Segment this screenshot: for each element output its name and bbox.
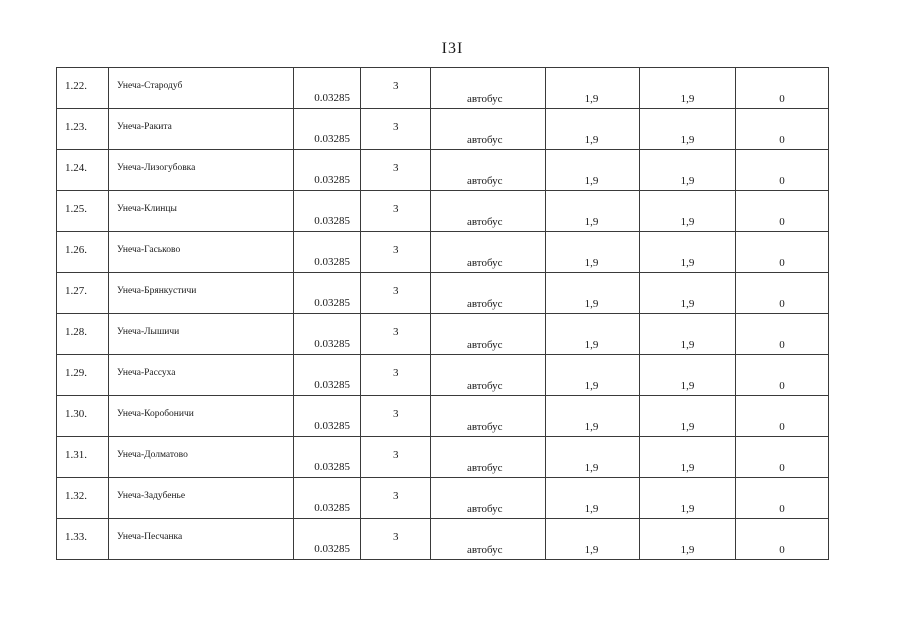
transport-type-cell [431, 437, 546, 478]
route-name: Унеча-Лышичи [117, 327, 180, 337]
value-column-1-cell [546, 314, 640, 355]
row-number: 1.22. [65, 80, 87, 92]
route-name: Унеча-Долматово [117, 450, 188, 460]
distance-value: 0.03285 [314, 379, 350, 391]
value-column-1-cell [546, 273, 640, 314]
row-number-cell [57, 355, 109, 396]
row-number: 1.24. [65, 162, 87, 174]
trip-count: 3 [393, 408, 399, 420]
distance-value-cell [294, 314, 361, 355]
transport-type: автобус [467, 257, 503, 269]
value-column-1-cell [546, 232, 640, 273]
value-column-2-cell [640, 478, 736, 519]
route-name-cell [109, 396, 294, 437]
value-column-1: 1,9 [584, 216, 599, 228]
route-name-cell [109, 232, 294, 273]
route-name-cell [109, 519, 294, 560]
row-number-cell [57, 109, 109, 150]
distance-value: 0.03285 [314, 297, 350, 309]
value-column-3-cell [736, 519, 829, 560]
value-column-3-cell [736, 396, 829, 437]
value-column-1-cell [546, 519, 640, 560]
value-column-1-cell [546, 355, 640, 396]
row-number-cell [57, 314, 109, 355]
transport-type-cell [431, 232, 546, 273]
transport-type-cell [431, 478, 546, 519]
row-number: 1.29. [65, 367, 87, 379]
table-row [57, 314, 829, 355]
value-column-3: 0 [779, 421, 785, 433]
transport-type: автобус [467, 93, 503, 105]
trip-count: 3 [393, 449, 399, 461]
route-name: Унеча-Песчанка [117, 532, 183, 542]
transport-type-cell [431, 519, 546, 560]
trip-count: 3 [393, 244, 399, 256]
value-column-3: 0 [779, 257, 785, 269]
value-column-2: 1,9 [680, 134, 695, 146]
trip-count-cell [361, 355, 431, 396]
value-column-3-cell [736, 191, 829, 232]
transport-type-cell [431, 68, 546, 109]
row-number-cell [57, 68, 109, 109]
table-row [57, 396, 829, 437]
value-column-1: 1,9 [584, 93, 599, 105]
value-column-2: 1,9 [680, 216, 695, 228]
transport-type-cell [431, 191, 546, 232]
route-name-cell [109, 191, 294, 232]
value-column-3-cell [736, 109, 829, 150]
row-number: 1.33. [65, 531, 87, 543]
trip-count-cell [361, 191, 431, 232]
table-row [57, 232, 829, 273]
table-row [57, 109, 829, 150]
route-name: Унеча-Коробоничи [117, 409, 194, 419]
distance-value: 0.03285 [314, 461, 350, 473]
value-column-2: 1,9 [680, 298, 695, 310]
distance-value-cell [294, 150, 361, 191]
trip-count: 3 [393, 80, 399, 92]
transport-type-cell [431, 396, 546, 437]
trip-count: 3 [393, 162, 399, 174]
transport-type: автобус [467, 216, 503, 228]
table-row [57, 437, 829, 478]
value-column-1: 1,9 [584, 339, 599, 351]
value-column-3: 0 [779, 134, 785, 146]
value-column-3: 0 [779, 298, 785, 310]
table-row [57, 273, 829, 314]
value-column-1: 1,9 [584, 544, 599, 556]
trip-count-cell [361, 478, 431, 519]
route-name-cell [109, 68, 294, 109]
trip-count: 3 [393, 367, 399, 379]
route-name: Унеча-Задубенье [117, 491, 186, 501]
route-name: Унеча-Гаськово [117, 245, 181, 255]
value-column-1-cell [546, 109, 640, 150]
value-column-2-cell [640, 191, 736, 232]
transport-type: автобус [467, 544, 503, 556]
value-column-3-cell [736, 437, 829, 478]
distance-value-cell [294, 109, 361, 150]
value-column-1: 1,9 [584, 134, 599, 146]
transport-type: автобус [467, 339, 503, 351]
transport-type: автобус [467, 380, 503, 392]
row-number-cell [57, 478, 109, 519]
row-number-cell [57, 519, 109, 560]
value-column-3: 0 [779, 503, 785, 515]
transport-type: автобус [467, 503, 503, 515]
route-name: Унеча-Стародуб [117, 81, 183, 91]
distance-value: 0.03285 [314, 502, 350, 514]
transport-type-cell [431, 314, 546, 355]
value-column-1: 1,9 [584, 503, 599, 515]
value-column-1-cell [546, 68, 640, 109]
trip-count: 3 [393, 490, 399, 502]
value-column-2-cell [640, 273, 736, 314]
row-number: 1.31. [65, 449, 87, 461]
trip-count-cell [361, 396, 431, 437]
distance-value-cell [294, 437, 361, 478]
route-name-cell [109, 109, 294, 150]
page-number: I3I [441, 40, 464, 57]
route-name: Унеча-Брянкустичи [117, 286, 197, 296]
route-name-cell [109, 314, 294, 355]
value-column-2-cell [640, 232, 736, 273]
table-row [57, 519, 829, 560]
value-column-3: 0 [779, 544, 785, 556]
value-column-2: 1,9 [680, 339, 695, 351]
distance-value: 0.03285 [314, 174, 350, 186]
value-column-1: 1,9 [584, 421, 599, 433]
trip-count-cell [361, 68, 431, 109]
value-column-2-cell [640, 314, 736, 355]
table-row [57, 355, 829, 396]
row-number-cell [57, 191, 109, 232]
distance-value: 0.03285 [314, 256, 350, 268]
value-column-2: 1,9 [680, 544, 695, 556]
value-column-3: 0 [779, 216, 785, 228]
value-column-3: 0 [779, 462, 785, 474]
trip-count-cell [361, 109, 431, 150]
value-column-1-cell [546, 396, 640, 437]
distance-value-cell [294, 355, 361, 396]
table-row [57, 478, 829, 519]
row-number-cell [57, 273, 109, 314]
row-number: 1.26. [65, 244, 87, 256]
transport-type: автобус [467, 134, 503, 146]
transport-type: автобус [467, 175, 503, 187]
distance-value-cell [294, 273, 361, 314]
value-column-2-cell [640, 150, 736, 191]
value-column-3-cell [736, 314, 829, 355]
value-column-1: 1,9 [584, 462, 599, 474]
row-number: 1.27. [65, 285, 87, 297]
value-column-2-cell [640, 396, 736, 437]
route-name-cell [109, 478, 294, 519]
table-row [57, 191, 829, 232]
value-column-2: 1,9 [680, 421, 695, 433]
distance-value-cell [294, 68, 361, 109]
distance-value-cell [294, 519, 361, 560]
value-column-3: 0 [779, 339, 785, 351]
route-name-cell [109, 355, 294, 396]
value-column-1: 1,9 [584, 175, 599, 187]
value-column-3: 0 [779, 175, 785, 187]
route-name-cell [109, 273, 294, 314]
table-row [57, 68, 829, 109]
trip-count-cell [361, 437, 431, 478]
trip-count: 3 [393, 121, 399, 133]
value-column-1: 1,9 [584, 380, 599, 392]
value-column-2-cell [640, 355, 736, 396]
value-column-3: 0 [779, 380, 785, 392]
routes-table-body [57, 68, 829, 560]
value-column-1: 1,9 [584, 298, 599, 310]
routes-table [56, 67, 829, 560]
distance-value: 0.03285 [314, 133, 350, 145]
distance-value-cell [294, 478, 361, 519]
value-column-2-cell [640, 437, 736, 478]
value-column-3-cell [736, 273, 829, 314]
value-column-1-cell [546, 191, 640, 232]
value-column-1-cell [546, 478, 640, 519]
distance-value-cell [294, 232, 361, 273]
transport-type: автобус [467, 298, 503, 310]
row-number-cell [57, 232, 109, 273]
trip-count-cell [361, 232, 431, 273]
row-number: 1.23. [65, 121, 87, 133]
distance-value-cell [294, 191, 361, 232]
value-column-3-cell [736, 355, 829, 396]
route-name: Унеча-Клинцы [117, 204, 177, 214]
distance-value: 0.03285 [314, 92, 350, 104]
transport-type-cell [431, 273, 546, 314]
trip-count: 3 [393, 285, 399, 297]
row-number-cell [57, 396, 109, 437]
distance-value: 0.03285 [314, 420, 350, 432]
transport-type-cell [431, 150, 546, 191]
value-column-1-cell [546, 437, 640, 478]
value-column-3-cell [736, 232, 829, 273]
value-column-1-cell [546, 150, 640, 191]
distance-value: 0.03285 [314, 543, 350, 555]
transport-type-cell [431, 355, 546, 396]
value-column-3: 0 [779, 93, 785, 105]
transport-type: автобус [467, 462, 503, 474]
route-name: Унеча-Ракита [117, 122, 172, 132]
value-column-2: 1,9 [680, 175, 695, 187]
distance-value: 0.03285 [314, 215, 350, 227]
table-row [57, 150, 829, 191]
value-column-2-cell [640, 68, 736, 109]
row-number: 1.30. [65, 408, 87, 420]
value-column-2-cell [640, 519, 736, 560]
value-column-2: 1,9 [680, 462, 695, 474]
value-column-2: 1,9 [680, 380, 695, 392]
distance-value-cell [294, 396, 361, 437]
transport-type: автобус [467, 421, 503, 433]
trip-count-cell [361, 273, 431, 314]
route-name-cell [109, 437, 294, 478]
trip-count: 3 [393, 203, 399, 215]
value-column-2: 1,9 [680, 503, 695, 515]
trip-count-cell [361, 150, 431, 191]
trip-count: 3 [393, 531, 399, 543]
route-name: Унеча-Рассуха [117, 368, 176, 378]
value-column-3-cell [736, 150, 829, 191]
value-column-3-cell [736, 478, 829, 519]
row-number: 1.32. [65, 490, 87, 502]
distance-value: 0.03285 [314, 338, 350, 350]
trip-count-cell [361, 314, 431, 355]
row-number-cell [57, 150, 109, 191]
transport-type-cell [431, 109, 546, 150]
value-column-2-cell [640, 109, 736, 150]
trip-count-cell [361, 519, 431, 560]
route-name: Унеча-Лизогубовка [117, 163, 196, 173]
row-number: 1.28. [65, 326, 87, 338]
value-column-1: 1,9 [584, 257, 599, 269]
value-column-2: 1,9 [680, 257, 695, 269]
row-number: 1.25. [65, 203, 87, 215]
value-column-3-cell [736, 68, 829, 109]
route-name-cell [109, 150, 294, 191]
value-column-2: 1,9 [680, 93, 695, 105]
row-number-cell [57, 437, 109, 478]
trip-count: 3 [393, 326, 399, 338]
